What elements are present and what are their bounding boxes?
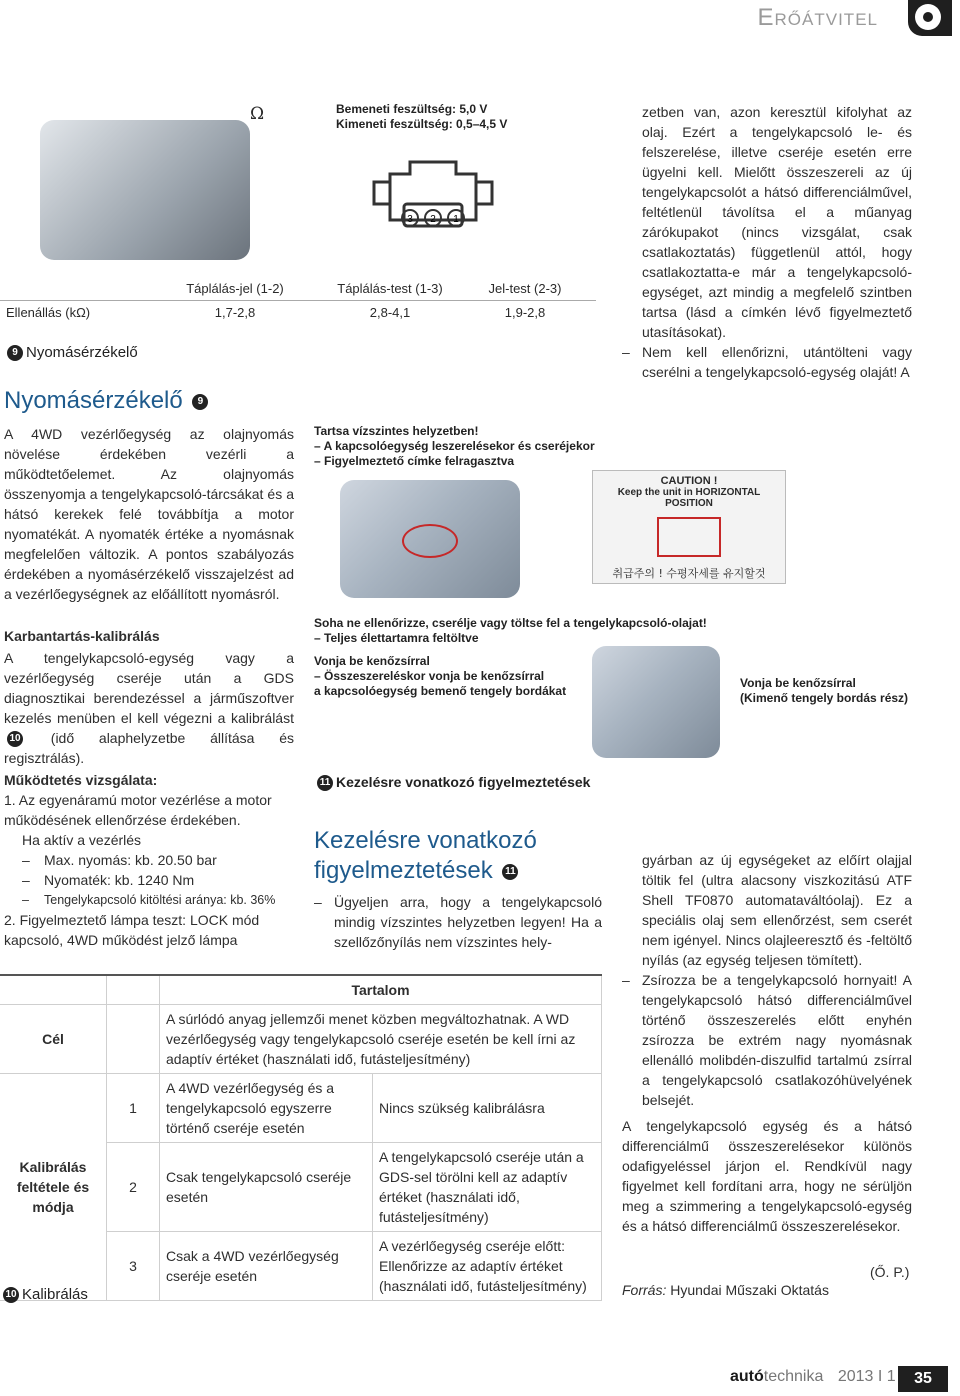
photo-2-notes: Soha ne ellenőrizze, cserélje vagy töltse fel a tengelykapcsoló-olajat! – Teljes élettartamra feltöltve Vonja be kenőzsírral – Összeszereléskor vonja be kenőzsírral a kapcsolóegység bemenő tengely bordákat [314, 616, 707, 698]
cal-row-1-cond: A 4WD vezérlőegység és a tengelykapcsoló egyszerre történő cseréje esetén [160, 1074, 373, 1143]
cal-header: Tartalom [160, 975, 602, 1005]
right-column-bottom [622, 850, 912, 1110]
right-bottom-para-1: gyárban az új egységeket az előírt olajjal töltik fel (ultra alacsony viszkozitású ATF Shell TF0870 automataváltóolaj). Ez a speciális olaj sem ellenőrzést, sem cserét nem igényel. Nincs olajleeresztő és -feltöltő nyílás (az egység teljesen tömített). [642, 852, 912, 968]
calibration-table [0, 974, 602, 1301]
cal-row-2-num: 2 [107, 1143, 160, 1232]
maintenance-title: Karbantartás-kalibrálás [4, 628, 160, 644]
connector-diagram [368, 152, 498, 242]
right-top-paragraph: zetben van, azon keresztül kifolyhat az olaj. Ezért a tengelykapcsoló le- és felszerelése, illetve cseréje esetén erre ügyelni kell. Mielőtt összeszereli az új tengelykapcsolót a hátsó differenciálművel, feltétlenül távolítsa el a műanyag zárókupakot (nincs vizsgálat, csak csatlakoztatás) függetlenül attól, hogy csatlakoztatta-e már a tengelykapcsoló-egységet, azt mindig a megfelelő szintben tartsa (lásd a címkén lévő figyelmeztető utasításokat). [642, 104, 912, 340]
pressure-sensor-heading: Nyomásérzékelő [4, 387, 183, 414]
res-col-2: Táplálás-test (1-3) [337, 280, 443, 296]
maintenance-text [4, 648, 294, 768]
res-col-1: Táplálás-jel (1-2) [186, 280, 284, 296]
res-val-2: 2,8-4,1 [369, 304, 411, 320]
figure-10-caption: 10 Kalibrálás [0, 1286, 88, 1303]
section-pressure-sensor-title [4, 386, 211, 416]
cal-row-1-num: 1 [107, 1074, 160, 1143]
transfer-case-photo-2 [592, 646, 720, 758]
cal-mode-label: Kalibrálás feltétele és módja [0, 1074, 107, 1301]
handling-title: Kezelésre vonatkozó figyelmeztetések 11 [314, 827, 537, 884]
figure-11-caption: 11 Kezelésre vonatkozó figyelmeztetések [314, 774, 590, 791]
res-row-label: Ellenállás (kΩ) [6, 304, 91, 320]
operation-check [4, 770, 300, 950]
cal-row-3-num: 3 [107, 1232, 160, 1301]
operation-sub-3: – Tengelykapcsoló kitöltési aránya: kb. 36% [22, 893, 276, 907]
cal-goal-text: A súrlódó anyag jellemzői menet közben megváltozhatnak. A WD vezérlőegység vagy tengelykapcsoló cseréje esetén be kell írni az adaptív értéket (használati idő, futásteljesítmény) [160, 1005, 602, 1074]
cal-row-1-action: Nincs szükség kalibrálásra [373, 1074, 602, 1143]
omega-symbol: Ω [250, 104, 265, 124]
figure-9-caption [4, 344, 138, 361]
right-column-top [622, 102, 912, 382]
operation-item-2: 2. Figyelmeztető lámpa teszt: LOCK mód kapcsoló, 4WD működést jelző lámpa [4, 912, 260, 948]
cal-row-3-cond: Csak a 4WD vezérlőegység cseréje esetén [160, 1232, 373, 1301]
section-logo [908, 0, 952, 36]
pin-2: 2 [430, 214, 436, 225]
cal-row-2-action: A tengelykapcsoló cseréje után a GDS-sel törölni kell az adaptív értéket (használati idő, futásteljesítmény) [373, 1143, 602, 1232]
pressure-sensor-text: A 4WD vezérlőegység az olajnyomás növelése érdekében vezérli a működtetőelemet. Az olajnyomás összenyomja a tengelykapcsoló-tárcsákat és a hátsó kerekek felé továbbítja a motor nyomatékát. A nyomaték értéke a nyomásnak megfelelően változik. A pontos szabályozás érdekében a nyomásérzékelő visszajelzést ad a vezérlőegységnek az előállított nyomásról. [4, 426, 294, 602]
photo-1-notes: Tartsa vízszintes helyzetben! – A kapcsolóegység leszerelésekor és cseréjekor – Figyelmeztető címke felragasztva [314, 424, 595, 468]
operation-title: Működtetés vizsgálata: [4, 772, 158, 788]
res-val-1: 1,7-2,8 [214, 304, 256, 320]
caution-label: CAUTION ! Keep the unit in HORIZONTAL POSITION 취급주의 ! 수평자세를 유지할것 [592, 470, 786, 584]
cal-goal-label: Cél [0, 1005, 107, 1074]
page-number: 35 [898, 1366, 948, 1392]
input-voltage: Bemeneti feszültség: 5,0 V [336, 102, 488, 116]
output-voltage: Kimeneti feszültség: 0,5–4,5 V [336, 117, 508, 131]
maintenance-text-b: (idő alaphelyzetbe állítása és regisztrálás). [4, 730, 294, 766]
res-col-3: Jel-test (2-3) [488, 280, 562, 296]
operation-sub-1: – Max. nyomás: kb. 20.50 bar [22, 852, 217, 868]
photo-2-right-note: Vonja be kenőzsírral (Kimenő tengely bordás rész) [740, 676, 909, 705]
pin-3: 3 [407, 214, 413, 225]
pin-1: 1 [453, 214, 459, 225]
section-title: Erőátvitel [757, 4, 878, 31]
maintenance-text-a: A tengelykapcsoló-egység vagy a vezérlőegység cseréje után a GDS diagnosztikai berendezéssel a járműszoftver kezelés menüben el kell végezni a kalibrálást [4, 650, 294, 726]
res-val-3: 1,9-2,8 [504, 304, 546, 320]
operation-item-1: 1. Az egyenáramú motor vezérlése a motor működésének ellenőrzése érdekében. [4, 792, 272, 828]
voltage-notes [336, 102, 507, 132]
handling-bullet: – Ügyeljen arra, hogy a tengelykapcsoló mindig vízszintes helyzetben legyen! Ha a szellőzőnyílás nem vízszintes hely- [314, 894, 602, 950]
figure-9-number: 9 [7, 345, 23, 361]
right-top-bullet: – Nem kell ellenőrizni, utántölteni vagy cserélni a tengelykapcsoló-egység olaját! A [622, 344, 912, 380]
highlight-ring [402, 524, 458, 558]
right-bottom-para-2: A tengelykapcsoló egység és a hátsó differenciálmű összeszerelésekor különös odafigyeléssel járjon el. Rendkívül nagy figyelmet kell fordítani arra, hogy ne sérüljön meg a szimmering a tengelykapcsoló-egység és a hátsó differenciálmű összeszerelésekor. [622, 1118, 912, 1234]
author-sign: (Ő. P.) [870, 1264, 910, 1280]
right-bottom-bullet: – Zsírozza be a tengelykapcsoló hornyait! A tengelykapcsoló hátsó differenciálművel történő összeszerelés előtt enyhén zsírozza be extrém nagy nyomásnak ellenálló molibdén-diszulfid tartalmú zsírral a tengelykapcsoló csatlakozóhüvelyének belsejét. [622, 972, 912, 1108]
cal-row-3-action: A vezérlőegység cseréje előtt: Ellenőrizze az adaptív értéket (használati idő, futásteljesítmény) [373, 1232, 602, 1301]
pressure-sensor-badge: 9 [192, 394, 208, 410]
maintenance-badge: 10 [7, 731, 23, 747]
res-divider [0, 300, 596, 301]
operation-sub-2: – Nyomaték: kb. 1240 Nm [22, 872, 195, 888]
operation-item-1b: Ha aktív a vezérlés [22, 832, 142, 848]
source-line: Forrás: Hyundai Műszaki Oktatás [622, 1282, 829, 1298]
cal-row-2-cond: Csak tengelykapcsoló cseréje esetén [160, 1143, 373, 1232]
figure-9-text: Nyomásérzékelő [26, 344, 138, 361]
footer-brand: autótechnika 2013 I 1 [730, 1368, 896, 1385]
pressure-sensor-photo [40, 120, 250, 260]
